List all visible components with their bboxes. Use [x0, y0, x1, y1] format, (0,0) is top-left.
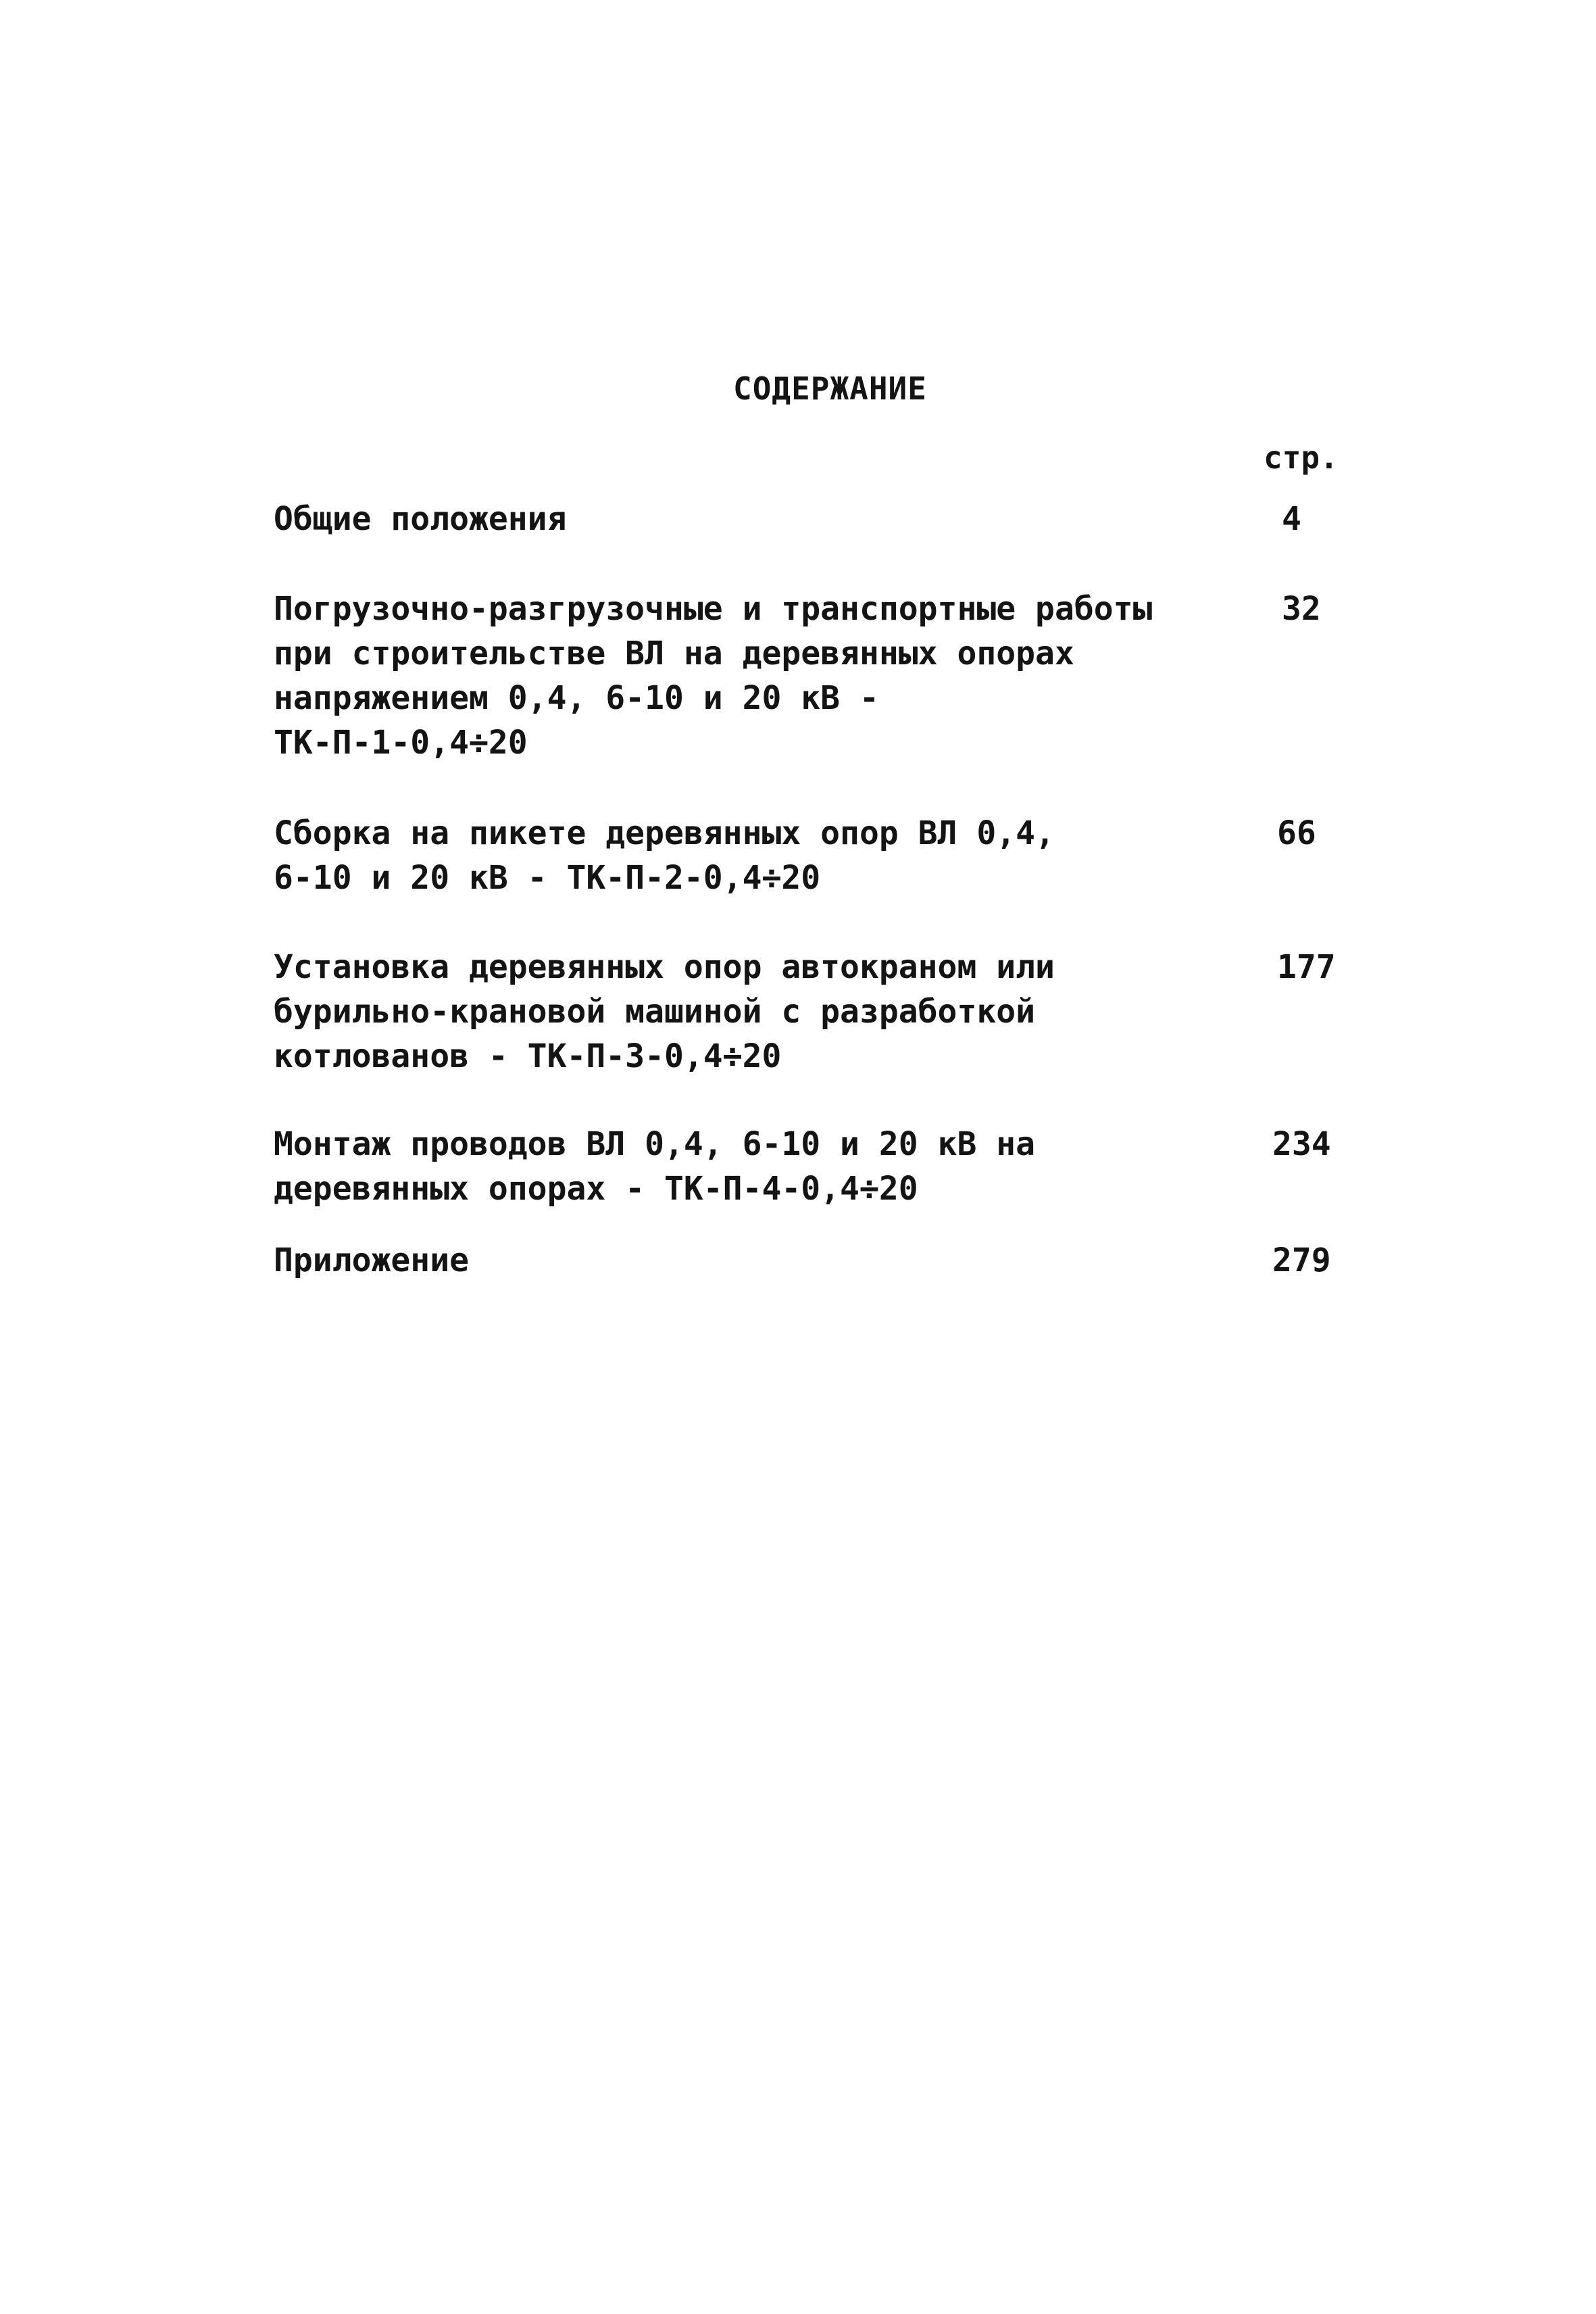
toc-entry-title: Монтаж проводов ВЛ 0,4, 6-10 и 20 кВ на деревянных опорах - ТК-П-4-0,4÷20 [274, 1125, 1036, 1208]
page-title: СОДЕРЖАНИЕ [733, 370, 927, 407]
toc-entry [274, 1122, 1422, 1211]
toc-entry-page: 234 [1272, 1125, 1331, 1163]
toc-entry-page: 32 [1282, 590, 1321, 628]
toc-entry [274, 1238, 1422, 1283]
toc-entry-page: 66 [1277, 814, 1316, 852]
toc-entry-page: 177 [1277, 948, 1336, 986]
toc-entry-page: 279 [1272, 1241, 1331, 1279]
page-column-label: стр. [1264, 439, 1339, 476]
toc-entry-title: Сборка на пикете деревянных опор ВЛ 0,4, 6-10 и 20 кВ - ТК-П-2-0,4÷20 [274, 814, 1055, 897]
toc-entry [274, 811, 1422, 900]
toc-entry-title: Погрузочно-разгрузочные и транспортные работы при строительстве ВЛ на деревянных опорах напряжением 0,4, 6-10 и 20 кВ - ТК-П-1-0,4÷20 [274, 590, 1153, 762]
toc-entry-title: Общие положения [274, 500, 567, 538]
toc-entry-page: 4 [1282, 500, 1301, 538]
toc-entry [274, 497, 1422, 541]
toc-entry-title: Установка деревянных опор автокраном или бурильно-крановой машиной с разработкой котлованов - ТК-П-3-0,4÷20 [274, 948, 1055, 1075]
toc-entry [274, 587, 1422, 765]
toc-entry [274, 945, 1422, 1079]
toc-entry-title: Приложение [274, 1241, 469, 1279]
